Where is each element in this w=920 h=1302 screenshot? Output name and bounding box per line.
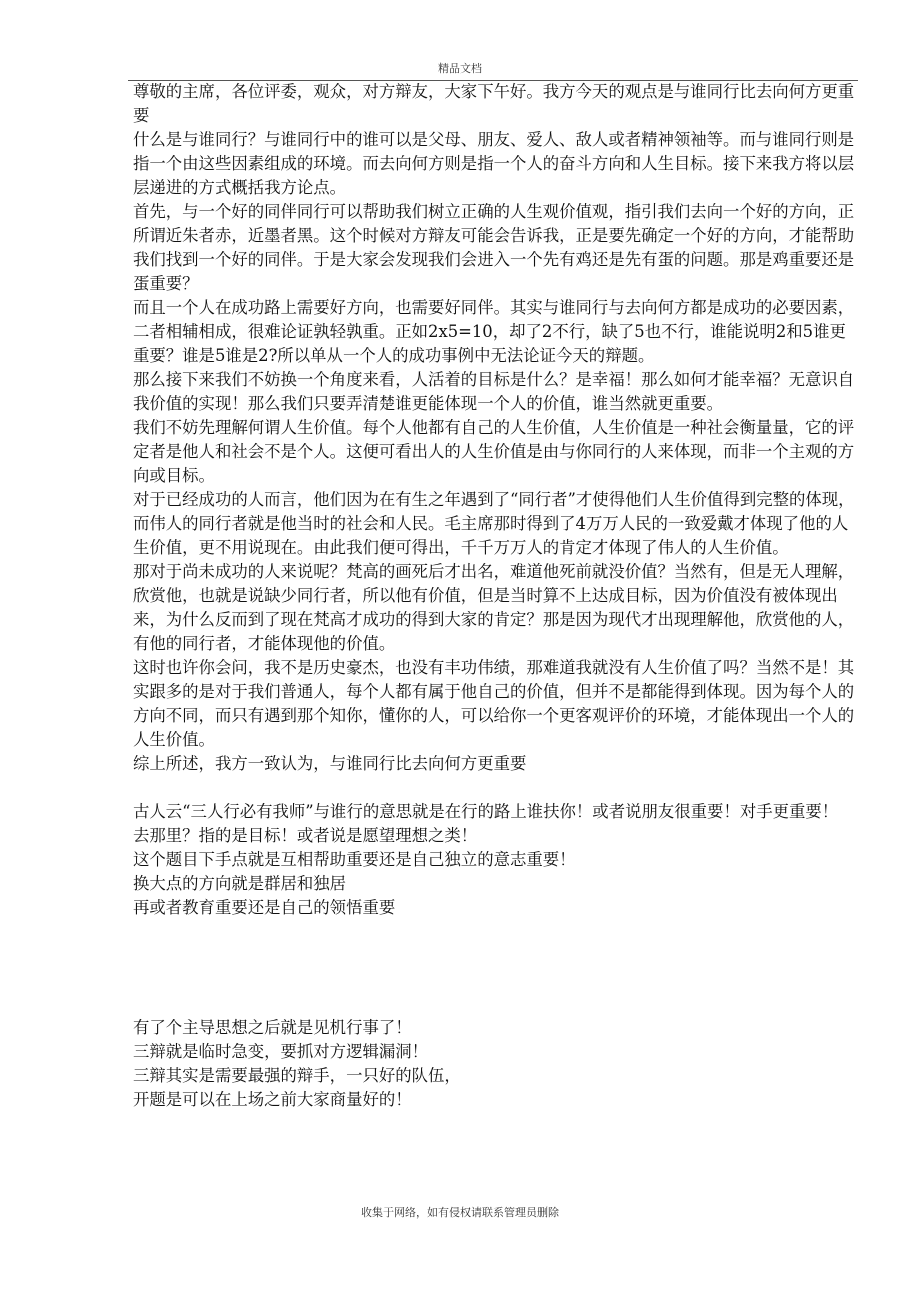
paragraph-third-debater: 三辩就是临时急变，要抓对方逻辑漏洞！	[133, 1042, 429, 1061]
paragraph-main-idea: 有了个主导思想之后就是见机行事了！	[133, 1018, 412, 1037]
paragraph-broader-direction: 换大点的方向就是群居和独居	[133, 874, 347, 893]
paragraph-unsuccessful-people: 那对于尚未成功的人来说呢？梵高的画死后才出名，难道他死前就没价值？当然有，但是无人理解，欣赏他，也就是说缺少同行者，所以他有价值，但是当时算不上达成目标，因为价值没有被体现出来，为什么反而到了现在梵高才成功的得到大家的肯定？那是因为现代才出现理解他，欣赏他的人，有他的同行者，才能体现他的价值。	[133, 562, 855, 653]
paragraph-successful-people: 对于已经成功的人而言，他们因为在有生之年遇到了“同行者”才使得他们人生价值得到完整的体现，而伟人的同行者就是他当时的社会和人民。毛主席那时得到了4万万人民的一致爱戴才体现了他的人生价值，更不用说现在。由此我们便可得出，千千万万人的肯定才体现了伟人的人生价值。	[133, 490, 855, 557]
paragraph-conclusion: 综上所述，我方一致认为，与谁同行比去向何方更重要	[133, 754, 527, 773]
paragraph-definition: 什么是与谁同行？与谁同行中的谁可以是父母、朋友、爱人、敌人或者精神领袖等。而与谁同行则是指一个由这些因素组成的环境。而去向何方则是指一个人的奋斗方向和人生目标。接下来我方将以层层递进的方式概括我方论点。	[133, 130, 855, 197]
paragraph-second-point: 而且一个人在成功路上需要好方向，也需要好同伴。其实与谁同行与去向何方都是成功的必要因素，二者相辅相成，很难论证孰轻孰重。正如2x5=10，却了2不行，缺了5也不行，谁能说明2和5谁更重要？谁是5谁是2?所以单从一个人的成功事例中无法论证今天的辩题。	[133, 298, 855, 365]
paragraph-first-point: 首先，与一个好的同伴同行可以帮助我们树立正确的人生观价值观，指引我们去向一个好的方向，正所谓近朱者赤，近墨者黑。这个时候对方辩友可能会告诉我，正是要先确定一个好的方向，才能帮助我们找到一个好的同伴。于是大家会发现我们会进入一个先有鸡还是先有蛋的问题。那是鸡重要还是蛋重要？	[133, 202, 855, 293]
section-gap	[133, 776, 857, 800]
paragraph-life-value: 我们不妨先理解何谓人生价值。每个人他都有自己的人生价值，人生价值是一种社会衡量量，它的评定者是他人和社会不是个人。这便可看出人的人生价值是由与你同行的人来体现，而非一个主观的方向或目标。	[133, 418, 855, 485]
paragraph-education: 再或者教育重要还是自己的领悟重要	[133, 898, 396, 917]
paragraph-greeting: 尊敬的主席，各位评委，观众，对方辩友，大家下午好。我方今天的观点是与谁同行比去向何方更重要	[133, 82, 855, 125]
paragraph-ordinary-people: 这时也许你会问，我不是历史豪杰，也没有丰功伟绩，那难道我就没有人生价值了吗？当然不是！其实跟多的是对于我们普通人，每个人都有属于他自己的价值，但并不是都能得到体现。因为每个人的方向不同，而只有遇到那个知你，懂你的人，可以给你一个更客观评价的环境，才能体现出一个人的人生价值。	[133, 658, 855, 749]
page-footer: 收集于网络，如有侵权请联系管理员删除	[361, 1206, 559, 1219]
page-header: 精品文档	[438, 62, 482, 75]
paragraph-starting-point: 这个题目下手点就是互相帮助重要还是自己独立的意志重要！	[133, 850, 576, 869]
paragraph-strongest-debater: 三辩其实是需要最强的辩手，一只好的队伍，	[133, 1066, 461, 1085]
paragraph-happiness: 那么接下来我们不妨换一个角度来看，人活着的目标是什么？是幸福！那么如何才能幸福？无意识自我价值的实现！那么我们只要弄清楚谁更能体现一个人的价值，谁当然就更重要。	[133, 370, 855, 413]
paragraph-ancients-said: 古人云“三人行必有我师”与谁行的意思就是在行的路上谁扶你！或者说朋友很重要！对手更重要！	[133, 802, 839, 821]
section-gap-large	[133, 920, 857, 1016]
paragraph-opening: 开题是可以在上场之前大家商量好的！	[133, 1090, 412, 1109]
document-body	[133, 80, 857, 1112]
paragraph-where-to: 去那里？指的是目标！或者说是愿望理想之类！	[133, 826, 478, 845]
